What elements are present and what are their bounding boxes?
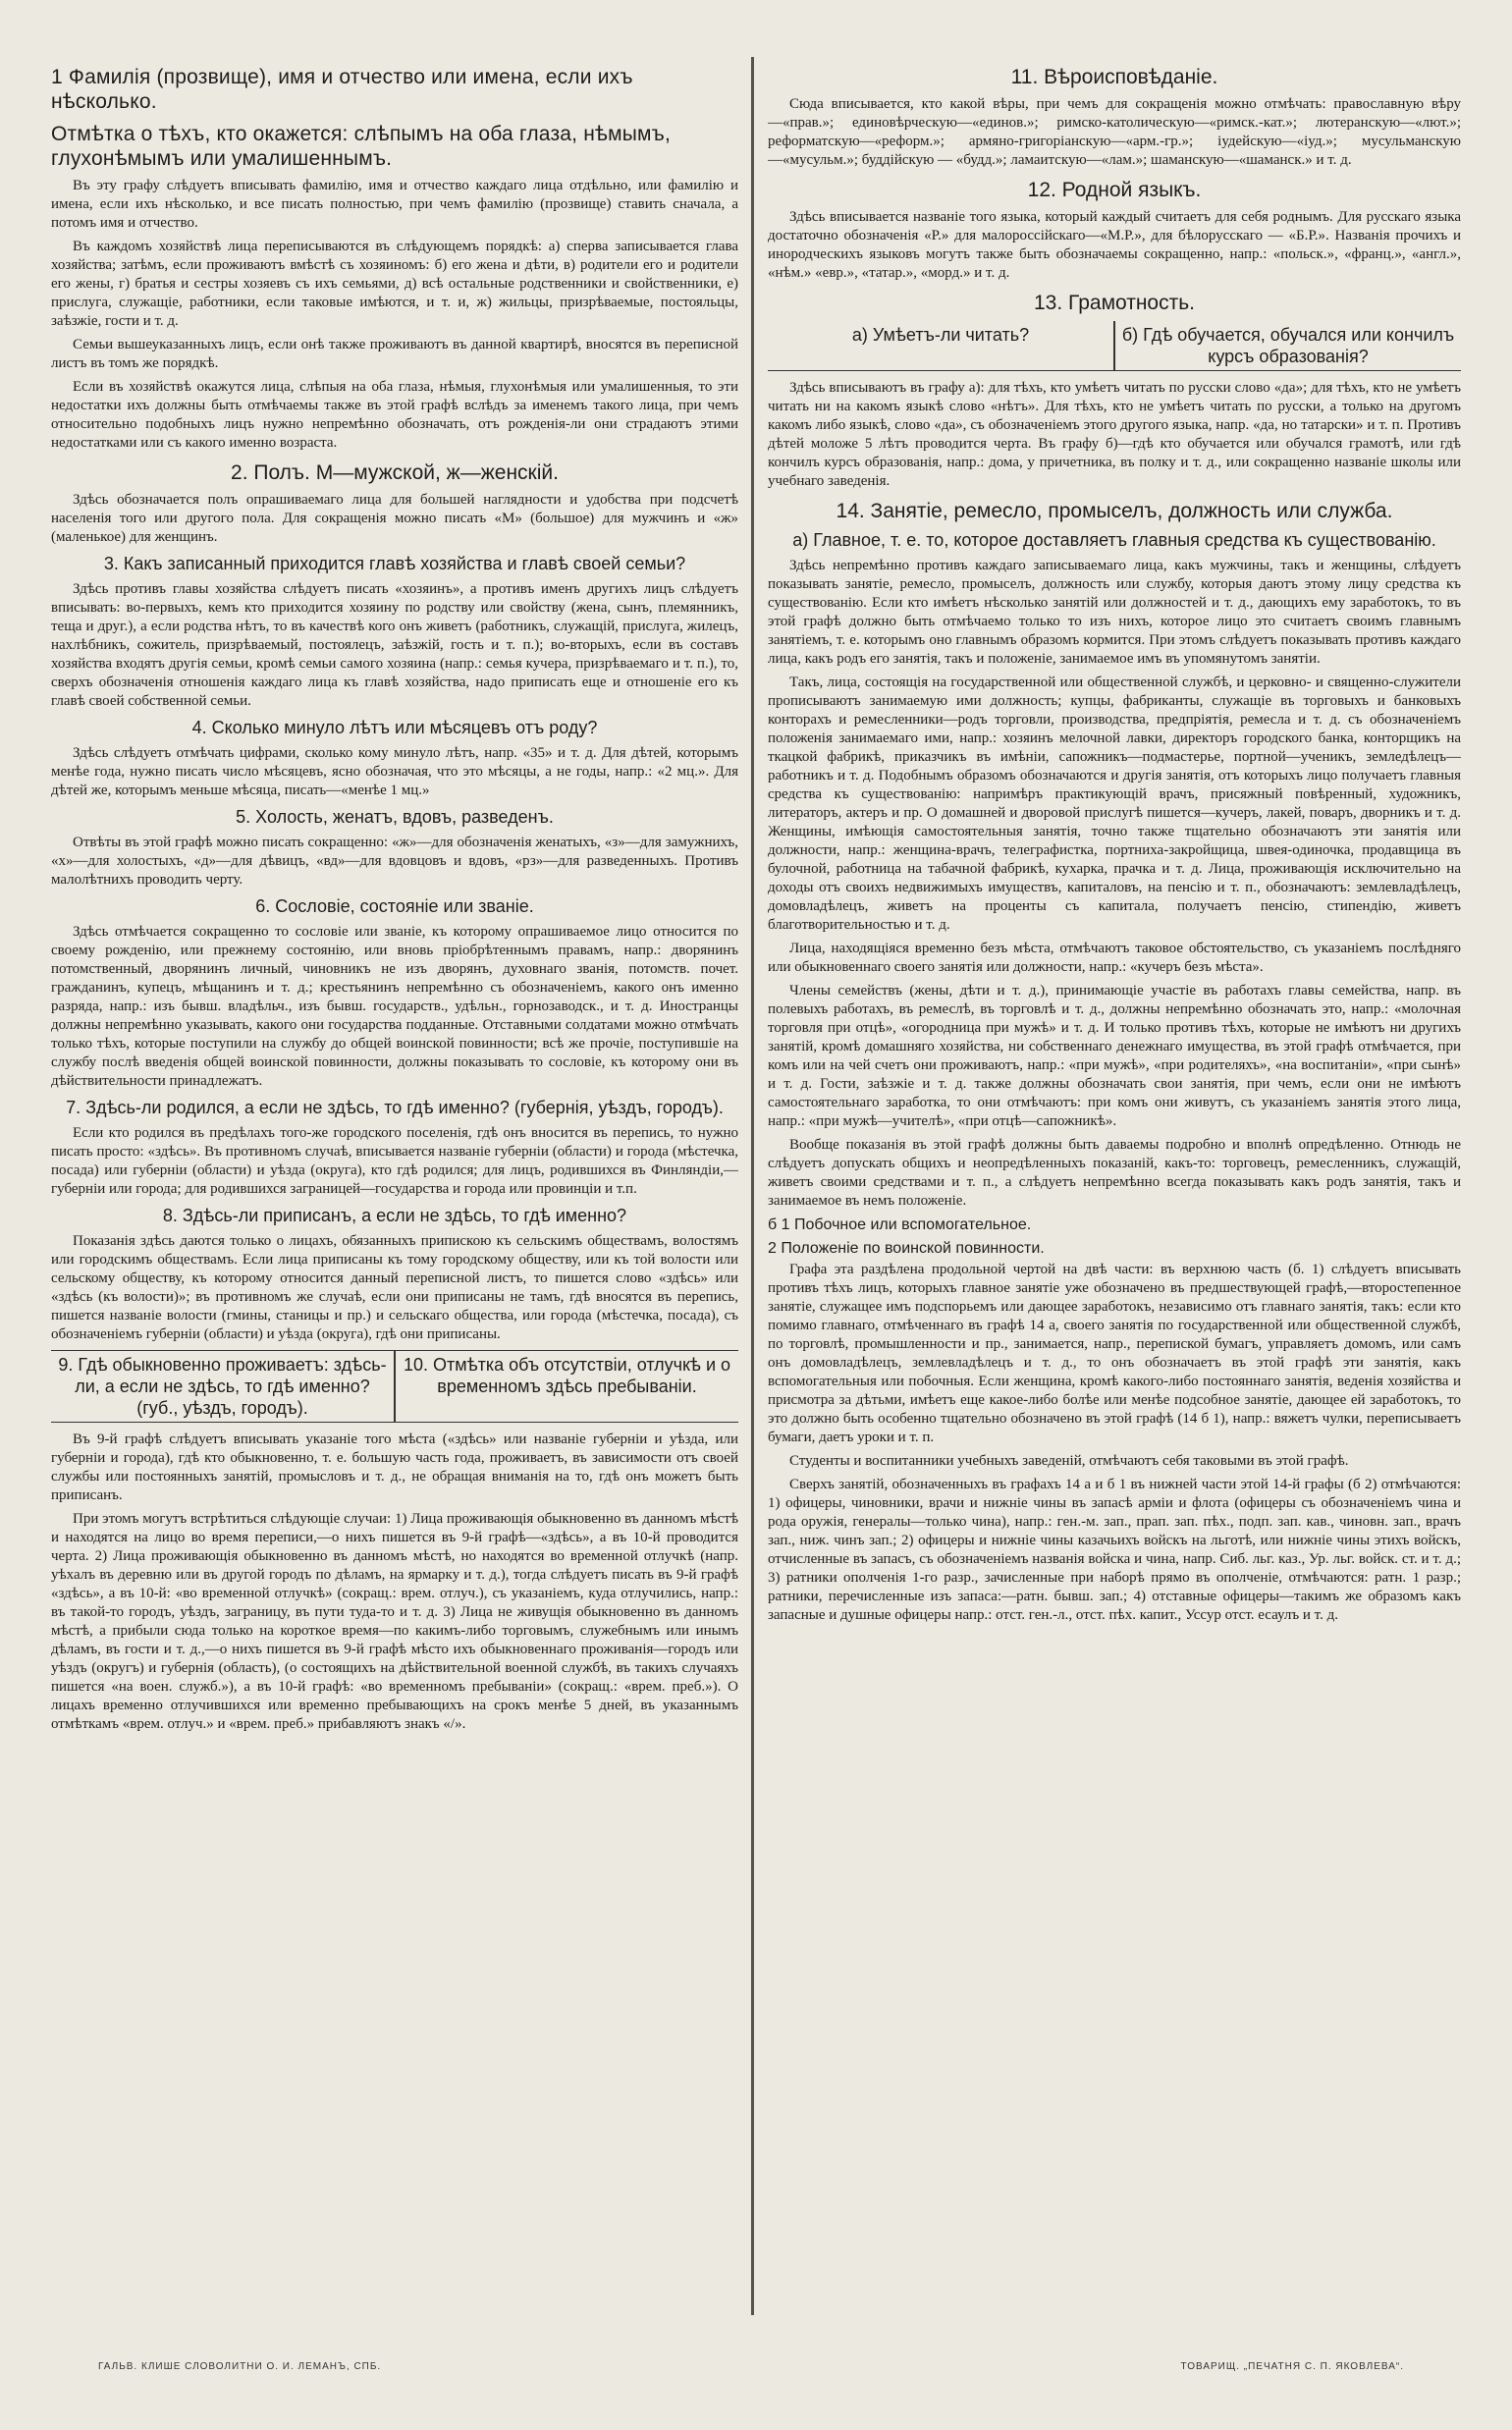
paragraph: Вообще показанія въ этой графѣ должны быть даваемы подробно и вполнѣ опредѣленно. Отнюдь не слѣдуетъ допускать общихъ и неопредѣленныхъ показаній, какъ-то: торговецъ, ремесленникъ, служащій, живетъ своими средствами и т. п., а слѣдуетъ непремѣнно всегда показывать какъ родъ занятія, такъ и занимаемое въ немъ положеніе. — [768, 1137, 1461, 1209]
heading-section-1: 1 Фамилія (прозвище), имя и отчество или имена, если ихъ нѣсколько. — [51, 66, 633, 113]
heading-section-2: 2. Полъ. М—мужской, ж—женскій. — [231, 461, 559, 484]
paragraph: Члены семействъ (жены, дѣти и т. д.), принимающіе участіе въ работахъ главы семейства, напр. въ полевыхъ работахъ, въ ремеслѣ, въ торговлѣ и т. д., должны непремѣнно обозначать это, напр.: «молочная торговля при отцѣ», «огородница при мужѣ» и т. д. И только противъ тѣхъ, которые не имѣютъ ни другихъ занятій, кромѣ домашняго хозяйства, ни собственнаго денежнаго имущества, въ этой графѣ отмѣчается, при комъ или на чей счетъ они проживаютъ, напр.: «при мужѣ», «при родителяхъ», «на воспитаніи», «при сынѣ» и т. д. Гости, заѣзжіе и т. д. также должны обозначать свои занятія, при чемъ, если они не имѣютъ самостоятельнаго заработка, то они отмѣчаютъ: при комъ они живутъ, съ указаніемъ занятія этого лица, напр.: «при мужѣ—учителѣ», «при отцѣ—сапожникѣ». — [768, 983, 1461, 1129]
paragraph: Студенты и воспитанники учебныхъ заведеній, отмѣчаютъ себя таковыми въ этой графѣ. — [789, 1453, 1349, 1469]
left-column — [51, 57, 738, 2349]
paragraph: Здѣсь обозначается полъ опрашиваемаго лица для большей наглядности и удобства при подсчетѣ населенія того или другого пола. Для сокращенія можно писать «М» (большое) для мужчинъ и «ж» (маленькое) для женщинъ. — [51, 492, 738, 545]
heading-section-8: 8. Здѣсь-ли приписанъ, а если не здѣсь, то гдѣ именно? — [162, 1206, 627, 1225]
paragraph: Здѣсь противъ главы хозяйства слѣдуетъ писать «хозяинъ», а противъ именъ другихъ лицъ слѣдуетъ вписывать: во-первыхъ, кемъ кто приходится хозяину по родству или свойству (жена, сынъ, племянникъ, теща и друг.), а если родства нѣтъ, то въ качествѣ кого онъ живетъ (работникъ, служащій, прислуга, жилецъ, нахлѣбникъ, сожитель, призрѣваемый, постоялецъ, заѣзжій, гость и т. п.); во-вторыхъ, если въ составъ хозяйства входятъ другія семьи, кромѣ семьи самого хозяина (напр.: семья кучера, призрѣваемаго и т. п.), то, сверхъ обозначенія отношенія каждаго лица къ главѣ хозяйства, надо приписать еще и отношеніе его къ главѣ своей собственной семьи. — [51, 581, 738, 709]
paragraph: Здѣсь непремѣнно противъ каждаго записываемаго лица, какъ мужчины, такъ и женщины, слѣдуетъ показывать занятіе, ремесло, промыселъ, должность или службу, которыя даютъ этому лицу средства къ существованію. Если кто имѣетъ нѣсколько занятій или должностей и т. д., дающихъ ему заработокъ, то въ этой графѣ должно быть отмѣчаемо только то изъ нихъ, которое лицо это считаетъ своимъ главнымъ занятіемъ, т. е. которымъ оно главнымъ образомъ кормится. При этомъ слѣдуетъ показывать противъ каждаго лица, какъ родъ его занятія, такъ и положеніе, занимаемое имъ въ упомянутомъ занятіи. — [768, 558, 1461, 667]
paragraph: Здѣсь отмѣчается сокращенно то сословіе или званіе, къ которому опрашиваемое лицо относится по своему рожденію, или прежнему состоянію, или вновь пріобрѣтеннымъ правамъ, напр.: дворянинъ потомственный, дворянинъ личный, чиновникъ не изъ дворянъ, духовнаго званія, потомств. почет. гражданинъ, купецъ, мѣщанинъ и т. д.; крестьянинъ непремѣнно съ обозначеніемъ, какого онъ именно разряда, напр.: изъ бывш. владѣльч., изъ бывш. государств., удѣльн., горнозаводск., и т. д. Иностранцы должны непремѣнно указывать, какого они государства подданные. Отставными солдатами можно отмѣчать только тѣхъ, которые поступили на службу до общей воинской повинности; всѣ же прочіе, поступившіе на службу послѣ введенія общей воинской повинности, должны показывать то сословіе, къ которому они въ дѣйствительности принадлежатъ. — [51, 924, 738, 1089]
heading-section-14: 14. Занятіе, ремесло, промыселъ, должность или служба. — [836, 500, 1393, 522]
paragraph: При этомъ могутъ встрѣтиться слѣдующіе случаи: 1) Лица проживающія обыкновенно въ данномъ мѣстѣ и находятся на лицо во время переписи,—о нихъ пишется въ 9-й графѣ—«здѣсь», а въ 10-й проводится черта. 2) Лица проживающія обыкновенно въ данномъ мѣстѣ, но находятся во временной отлучкѣ (напр. уѣхалъ въ деревню или въ другой городъ по дѣламъ, на ярмарку и т. д.), тогда слѣдуетъ писать въ 9-й графѣ «здѣсь», а въ 10-й: «во временной отлучкѣ» (сокращ.: врем. отлуч.), съ указаніемъ, куда отлучились, напр.: въ такой-то городъ, уѣздъ, заграницу, въ пути туда-то и т. д. 3) Лица не живущія обыкновенно въ данномъ мѣстѣ, а прибыли сюда только на короткое время—по какимъ-либо торговымъ, служебнымъ или инымъ дѣламъ, въ гости и т. д.,—о нихъ пишется въ 9-й графѣ мѣсто ихъ обыкновеннаго проживанія—городъ или уѣздъ (округъ) и губернія (область), (о состоящихъ на дѣйствительной военной службѣ, въ такихъ случаяхъ пишется «на воен. служб.»), а въ 10-й графѣ: «во временномъ пребываніи» (сокращ.: «врем. преб.»). О лицахъ временно отлучившихся или временно пребывающихъ на срокъ менѣе 5 дней, въ указаннымъ отмѣткамъ «врем. отлуч.» и «врем. преб.» прибавляютъ знакъ «/». — [51, 1511, 738, 1732]
heading-section-4: 4. Сколько минуло лѣтъ или мѣсяцевъ отъ роду? — [191, 718, 598, 737]
column-divider — [751, 57, 754, 2315]
paragraph: Въ 9-й графѣ слѣдуетъ вписывать указаніе того мѣста («здѣсь» или названіе губерніи и уѣзда, или губерніи и города), гдѣ кто обыкновенно, т. е. большую часть года, проживаетъ, въ зависимости отъ своей службы или постоянныхъ занятій, промысловъ и т. д., не обращая вниманія на то, гдѣ онъ можетъ быть приписанъ. — [51, 1431, 738, 1503]
heading-section-7: 7. Здѣсь-ли родился, а если не здѣсь, то гдѣ именно? (губернія, уѣздъ, городъ). — [66, 1098, 724, 1117]
heading-13b: б) Гдѣ обучается, обучался или кончилъ курсъ образованія? — [1113, 321, 1461, 370]
paragraph: Если въ хозяйствѣ окажутся лица, слѣпыя на оба глаза, нѣмыя, глухонѣмыя или умалишенныя, то эти недостатки ихъ должны быть отмѣчаемы также въ этой графѣ вслѣдъ за именемъ такого лица, при чемъ относительно подобныхъ лицъ нужно непремѣнно обозначать, отъ рожденія-ли они страдаютъ этими недостатками или съ какого именно возраста. — [51, 379, 738, 451]
heading-section-10: 10. Отмѣтка объ отсутствіи, отлучкѣ и о временномъ здѣсь пребываніи. — [394, 1351, 738, 1422]
heading-section-13: 13. Грамотность. — [1033, 292, 1196, 314]
paragraph: Отвѣты въ этой графѣ можно писать сокращенно: «ж»—для обозначенія женатыхъ, «з»—для замужнихъ, «х»—для холостыхъ, «д»—для дѣвицъ, «вд»—для вдовцовъ и вдовъ, «рз»—для разведенныхъ. Противъ малолѣтнихъ проводить черту. — [51, 835, 738, 888]
heading-section-11: 11. Вѣроисповѣданіе. — [1010, 66, 1218, 88]
paragraph: Здѣсь слѣдуетъ отмѣчать цифрами, сколько кому минуло лѣтъ, напр. «35» и т. д. Для дѣтей, которымъ менѣе года, нужно писать число мѣсяцевъ, ясно обозначая, что это мѣсяцы, а не годы, напр.: «2 мц.». Для дѣтей же, которымъ меньше мѣсяца, писать—«менѣе 1 мц.» — [51, 745, 738, 798]
paragraph: Въ каждомъ хозяйствѣ лица переписываются въ слѣдующемъ порядкѣ: а) сперва записывается глава хозяйства; затѣмъ, если проживаютъ вмѣстѣ съ хозяиномъ: б) его жена и дѣти, в) родители его и родители его жены, г) братья и сестры хозяевъ съ ихъ семьями, д) всѣ остальные родственники и свойственники, е) прислуга, служащіе, работники, если таковые имѣются, и т. и, ж) жильцы, призрѣваемые, постояльцы, заѣзжіе, гости и т. д. — [51, 239, 738, 329]
heading-section-3: 3. Какъ записанный приходится главѣ хозяйства и главѣ своей семьи? — [103, 554, 686, 573]
paragraph: Здѣсь вписываютъ въ графу а): для тѣхъ, кто умѣетъ читать по русски слово «да»; для тѣхъ, кто не умѣетъ читать ни на какомъ языкѣ слово «нѣтъ». Для тѣхъ, кто не умѣетъ читать по русски, а только на другомъ какомъ либо языкѣ, слово «да», съ обозначеніемъ этого другого языка, напр. «да, но татарски» и т. п. Противъ дѣтей моложе 5 лѣтъ проводится черта. Въ графу б)—гдѣ кто обучается или обучался грамотѣ, или гдѣ кончилъ курсъ образованія, напр.: дома, у причетника, въ полку и т. д., или сокращенно названіе школы или учебнаго заведенія. — [768, 380, 1461, 489]
split-heading-13 — [768, 321, 1461, 371]
paragraph: Семьи вышеуказанныхъ лицъ, если онѣ также проживаютъ въ данной квартирѣ, вносятся въ переписной листъ въ томъ же порядкѣ. — [51, 337, 738, 371]
heading-section-12: 12. Родной языкъ. — [1027, 179, 1202, 201]
paragraph: Графа эта раздѣлена продольной чертой на двѣ части: въ верхнюю часть (б. 1) слѣдуетъ вписывать противъ тѣхъ лицъ, которыхъ главное занятіе уже обозначено въ предшествующей графѣ,—второстепенное занятіе, служащее имъ подспорьемъ или дающее заработокъ, независимо отъ главнаго занятія, такъ: если кто помимо главнаго, отмѣченнаго въ графѣ 14 а, своего занятія по государственной или общественной службѣ, по торговлѣ, промышленности и пр., занимается, напр., перепиской бумагъ, управляетъ домомъ, или самъ онъ домовладѣлецъ, землевладѣлецъ и т. д., то онъ обозначаетъ въ этой графѣ эти занятія, какъ вспомогательныя или побочныя. Если женщина, кромѣ какого-либо постояннаго занятія, веденія хозяйства и присмотра за дѣтьми, имѣетъ еще какое-либо болѣе или менѣе подсобное занятіе, дающее ей заработокъ, то это должно быть особенно тщательно обозначено въ этой графѣ (14 б 1), напр.: вяжетъ чулки, переписываетъ бумаги, даетъ уроки и т. п. — [768, 1262, 1461, 1445]
paragraph: Здѣсь вписывается названіе того языка, который каждый считаетъ для себя роднымъ. Для русскаго языка достаточно обозначенія «Р.» для малороссійскаго—«М.Р.», для бѣлорусскаго — «Б.Р.». Названія прочихъ и инородческихъ языковъ могутъ также быть обозначаемы сокращенно, напр.: «польск.», «франц.», «англ.», «нѣм.» «евр.», «татар.», «морд.» и т. д. — [768, 209, 1461, 281]
paragraph: Лица, находящіяся временно безъ мѣста, отмѣчаютъ таковое обстоятельство, съ указаніемъ послѣдняго или обыкновеннаго своего занятія или должности, напр.: «кучеръ безъ мѣста». — [768, 941, 1461, 975]
paragraph: Показанія здѣсь даются только о лицахъ, обязанныхъ припискою къ сельскимъ обществамъ, волостямъ или городскимъ обществамъ. Если лица приписаны къ тому городскому обществу, или къ той волости или сельскому обществу, къ которому относится данный переписной листъ, то пишется слово «здѣсь» или «здѣсь (къ волости)»; въ противномъ же случаѣ, если они приписаны не тамъ, гдѣ вносятся въ перепись, пишется названіе волости (гмины, станицы и пр.) и сельскаго общества, или города (мѣстечка, посада), съ обозначеніемъ губерніи (области) и уѣзда (округа), гдѣ они приписаны. — [51, 1233, 738, 1342]
paragraph: Сюда вписывается, кто какой вѣры, при чемъ для сокращенія можно отмѣчать: православную вѣру—«прав.»; единовѣрческую—«единов.»; римско-католическую—«римск.-кат.»; лютеранскую—«лют.»; реформатскую—«реформ.»; армяно-григоріанскую—«арм.-гр.»; іудейскую—«іуд.»; мусульманскую—«мусульм.»; буддійскую — «будд.»; ламаитскую—«лам.»; шаманскую—«шаманск.» и т. д. — [768, 96, 1461, 168]
heading-section-1-note: Отмѣтка о тѣхъ, кто окажется: слѣпымъ на оба глаза, нѣмымъ, глухонѣмымъ или умалишеннымъ. — [51, 123, 672, 170]
split-heading-9-10 — [51, 1350, 738, 1423]
heading-section-6: 6. Сословіе, состояніе или званіе. — [255, 896, 534, 916]
heading-section-5: 5. Холость, женатъ, вдовъ, разведенъ. — [236, 807, 554, 827]
heading-14b1: б 1 Побочное или вспомогательное. — [768, 1216, 1032, 1233]
paragraph: Такъ, лица, состоящія на государственной или общественной службѣ, и церковно- и священно-служители прописываютъ занимаемую ими должность; купцы, фабриканты, служащіе въ торговыхъ и банковыхъ конторахъ и ремесленники—родъ торговли, производства, предпріятія, ремесла и т. д. съ обозначеніемъ положенія занимаемаго ими, напр.: хозяинъ мелочной лавки, директоръ городского банка, конторщикъ на ткацкой фабрикѣ, приказчикъ въ имѣніи, сапожникъ—подмастерье, портной—ученикъ, земледѣлецъ—работникъ и т. д. Подобнымъ образомъ обозначаются и другія занятія, отъ которыхъ лицо получаетъ главныя средства къ существованію: напримѣръ практикующій врачъ, присяжный повѣренный, художникъ, литераторъ, актеръ и пр. О домашней и дворовой прислугѣ пишется—кучеръ, лакей, поваръ, дворникъ и т. д. Женщины, имѣющія самостоятельныя занятія, точно также тщательно обозначаютъ эти занятія или должности, напр.: женщина-врачъ, телеграфистка, портниха-закройщица, швея-одиночка, продавщица въ булочной, работница на табачной фабрикѣ, кухарка, прачка и т. д. Лица, проживающія исключительно на доходы отъ своихъ недвижимыхъ имуществъ, капиталовъ, на пенсію и т. п., обозначаютъ: землевладѣлецъ, домовладѣлецъ, живетъ на проценты съ капитала, получаетъ пенсію, стипендію, живетъ благотворительностью и т. д. — [768, 675, 1461, 933]
heading-14a: а) Главное, т. е. то, которое доставляетъ главныя средства къ существованію. — [792, 530, 1436, 550]
heading-section-9: 9. Гдѣ обыкновенно проживаетъ: здѣсь-ли, а если не здѣсь, то гдѣ именно? (губ., уѣздъ, городъ). — [58, 1355, 387, 1418]
paragraph: Если кто родился въ предѣлахъ того-же городского поселенія, гдѣ онъ вносится въ перепись, то нужно писать просто: «здѣсь». Въ противномъ случаѣ, вписывается названіе губерніи (области) и города (мѣстечка, посада) или губерніи (области) и уѣзда (округа), кто гдѣ родился; для лицъ, родившихся въ Финляндіи,—губерніи или города; для родившихся заграницей—государства и города или провинціи и т.п. — [51, 1125, 738, 1197]
paragraph: Сверхъ занятій, обозначенныхъ въ графахъ 14 а и б 1 въ нижней части этой 14-й графы (б 2) отмѣчаются: 1) офицеры, чиновники, врачи и нижніе чины въ запасѣ арміи и флота (офицеры съ обозначеніемъ чина и рода оружія, генералы—только чина), напр.: ген.-м. зап., прап. зап. пѣх., подп. зап. кав., чиновн. зап., врачъ зап., ниж. чинъ зап.; 2) офицеры и нижніе чины казачьихъ войскъ на льготѣ, или нижніе чины этихъ войскъ, отчисленные въ запасъ, съ обозначеніемъ названія войска и чина, напр. Сиб. льг. каз., Ур. льг. войск. ст. и т. д.; 3) ратники ополченія 1-го разр., зачисленные при наборѣ прямо въ ополченіе, отмѣчаются: ратн. 1 разр.; ратники, перечисленные изъ запаса:—ратн. бывш. зап.; 4) отставные офицеры—такимъ же образомъ какъ запасные и душные офицеры напр.: отст. ген.-л., отст. пѣх. капит., Уссур отст. есаулъ и т. д. — [768, 1477, 1461, 1623]
footer-printer-right: ТОВАРИЩ. „ПЕЧАТНЯ С. П. ЯКОВЛЕВА“. — [1180, 2361, 1404, 2372]
heading-13a: а) Умѣетъ-ли читать? — [851, 325, 1030, 345]
heading-14b2: 2 Положеніе по воинской повинности. — [768, 1240, 1045, 1257]
right-column — [768, 57, 1461, 2349]
census-instructions-sheet — [51, 57, 1461, 2374]
paragraph: Въ эту графу слѣдуетъ вписывать фамилію, имя и отчество каждаго лица отдѣльно, или фамилію и имена, если ихъ нѣсколько, и все писать полностью, при чемъ фамилію (прозвище) ставить сначала, а потомъ имя и отчество. — [51, 178, 738, 231]
footer-printer-left: ГАЛЬВ. КЛИШЕ СЛОВОЛИТНИ О. И. ЛЕМАНЪ, СПБ. — [98, 2361, 382, 2372]
